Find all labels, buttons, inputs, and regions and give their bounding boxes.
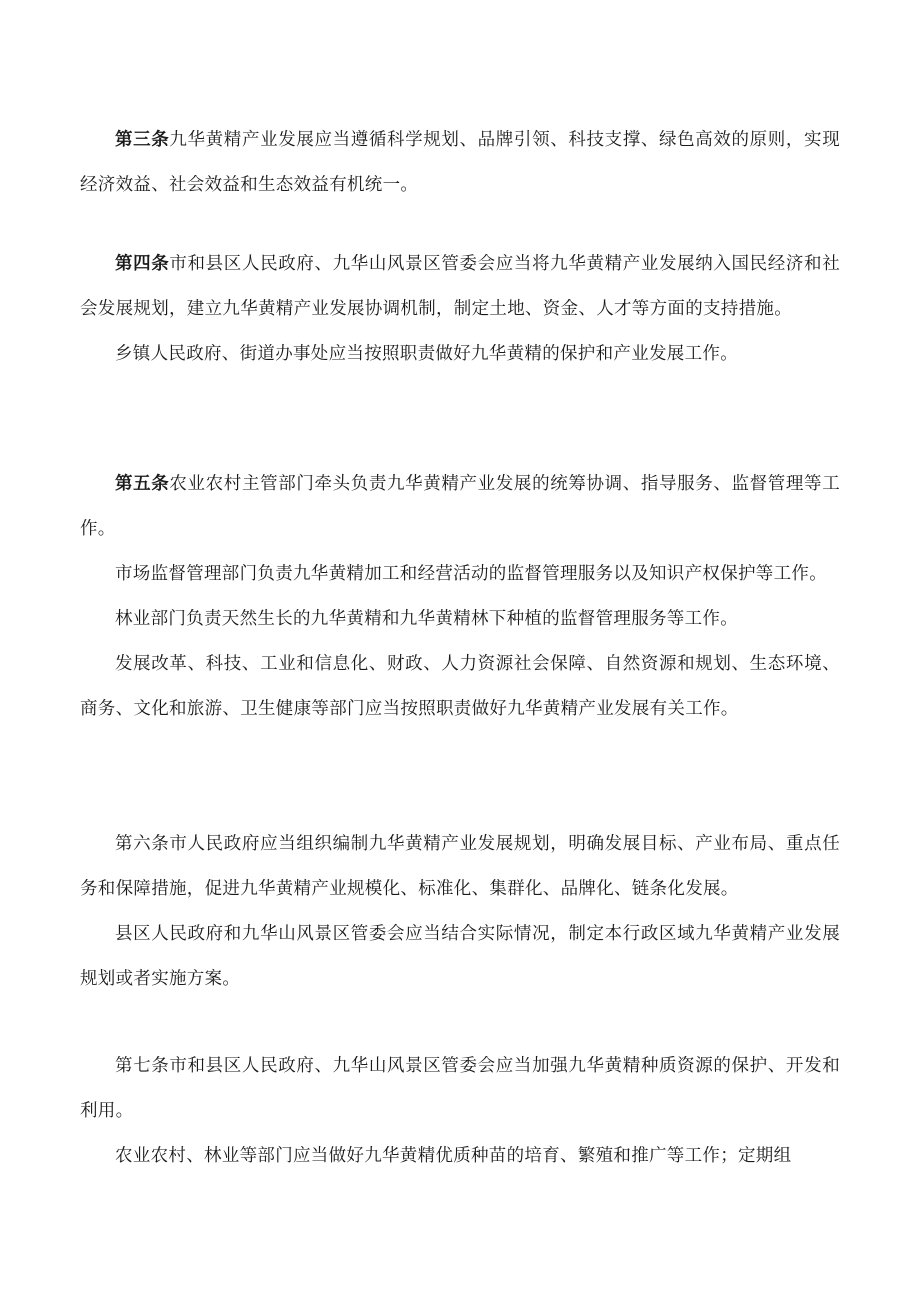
article-7-paragraph-2: 农业农村、林业等部门应当做好九华黄精优质种苗的培育、繁殖和推广等工作；定期组 [115, 1146, 792, 1166]
article-5 [80, 462, 840, 732]
article-5-label: 第五条 [115, 474, 170, 494]
article-5-paragraph-2: 市场监督管理部门负责九华黄精加工和经营活动的监督管理服务以及知识产权保护等工作。 [115, 564, 827, 584]
article-5-paragraph-3: 林业部门负责天然生长的九华黄精和九华黄精林下种植的监督管理服务等工作。 [115, 609, 738, 629]
article-3-label: 第三条 [115, 130, 170, 150]
article-6-paragraph-2: 县区人民政府和九华山风景区管委会应当结合实际情况，制定本行政区域九华黄精产业发展规划或者实施方案。 [80, 924, 840, 989]
article-3-text-1: 九华黄精产业发展应当遵循科学规划、品牌引领、科技支撑、绿色高效的原则，实现经济效益、社会效益和生态效益有机统一。 [80, 130, 840, 195]
article-4 [80, 242, 840, 377]
article-5-text-1: 农业农村主管部门牵头负责九华黄精产业发展的统筹协调、指导服务、监督管理等工作。 [80, 474, 840, 539]
article-6-paragraph-1: 第六条市人民政府应当组织编制九华黄精产业发展规划，明确发展目标、产业布局、重点任务和保障措施，促进九华黄精产业规模化、标准化、集群化、品牌化、链条化发展。 [80, 834, 840, 899]
article-7 [80, 1044, 840, 1179]
article-4-text-1: 市和县区人民政府、九华山风景区管委会应当将九华黄精产业发展纳入国民经济和社会发展规划，建立九华黄精产业发展协调机制，制定土地、资金、人才等方面的支持措施。 [80, 254, 840, 319]
article-4-label: 第四条 [115, 254, 170, 274]
article-6 [80, 822, 840, 1002]
article-3 [80, 118, 840, 208]
article-7-paragraph-1: 第七条市和县区人民政府、九华山风景区管委会应当加强九华黄精种质资源的保护、开发和利用。 [80, 1056, 840, 1121]
article-4-paragraph-1 [80, 242, 840, 332]
article-5-paragraph-4: 发展改革、科技、工业和信息化、财政、人力资源社会保障、自然资源和规划、生态环境、商务、文化和旅游、卫生健康等部门应当按照职责做好九华黄精产业发展有关工作。 [80, 654, 840, 719]
article-3-paragraph-1 [80, 118, 840, 208]
article-4-paragraph-2: 乡镇人民政府、街道办事处应当按照职责做好九华黄精的保护和产业发展工作。 [115, 344, 738, 364]
article-5-paragraph-1 [80, 462, 840, 552]
